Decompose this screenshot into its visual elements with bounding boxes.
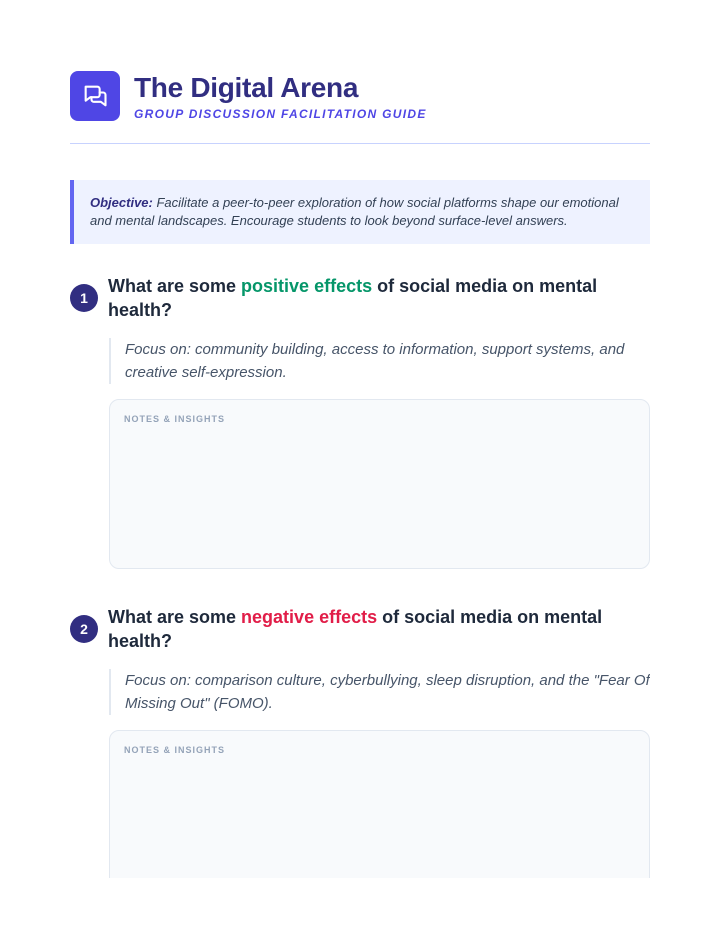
question-highlight: negative effects — [241, 607, 378, 627]
title-block — [134, 72, 427, 121]
objective-text: Facilitate a peer-to-peer exploration of how social platforms shape our emotional and mental landscapes. Encourage students to look beyond surface-level answers. — [90, 195, 619, 228]
question-highlight: positive effects — [241, 276, 373, 296]
facilitation-guide-page — [70, 70, 650, 878]
question-prefix: What are some — [108, 276, 242, 296]
question-text — [108, 274, 650, 322]
question-suffix: of social media on mental health? — [108, 276, 598, 320]
question-text — [108, 605, 650, 653]
chat-bubbles-icon — [70, 71, 120, 121]
question-focus-hint: Focus on: community building, access to information, support systems, and creative self-expression. — [109, 338, 650, 384]
question-prefix: What are some — [108, 607, 242, 627]
question-suffix: of social media on mental health? — [108, 607, 603, 651]
question-focus-hint: Focus on: comparison culture, cyberbullying, sleep disruption, and the "Fear Of Missing Out" (FOMO). — [109, 669, 650, 715]
question-number-badge: 1 — [70, 284, 98, 312]
notes-label: NOTES & INSIGHTS — [124, 745, 226, 755]
question-1 — [70, 274, 650, 322]
notes-area[interactable] — [109, 730, 650, 878]
page-subtitle: GROUP DISCUSSION FACILITATION GUIDE — [134, 106, 427, 121]
question-2 — [70, 605, 650, 653]
notes-area[interactable] — [109, 399, 650, 569]
notes-label: NOTES & INSIGHTS — [124, 414, 226, 424]
question-number-badge: 2 — [70, 615, 98, 643]
header-divider — [70, 143, 650, 144]
objective-callout — [70, 180, 650, 244]
header — [70, 70, 650, 122]
objective-label: Objective: — [90, 195, 153, 210]
page-title: The Digital Arena — [134, 71, 359, 103]
